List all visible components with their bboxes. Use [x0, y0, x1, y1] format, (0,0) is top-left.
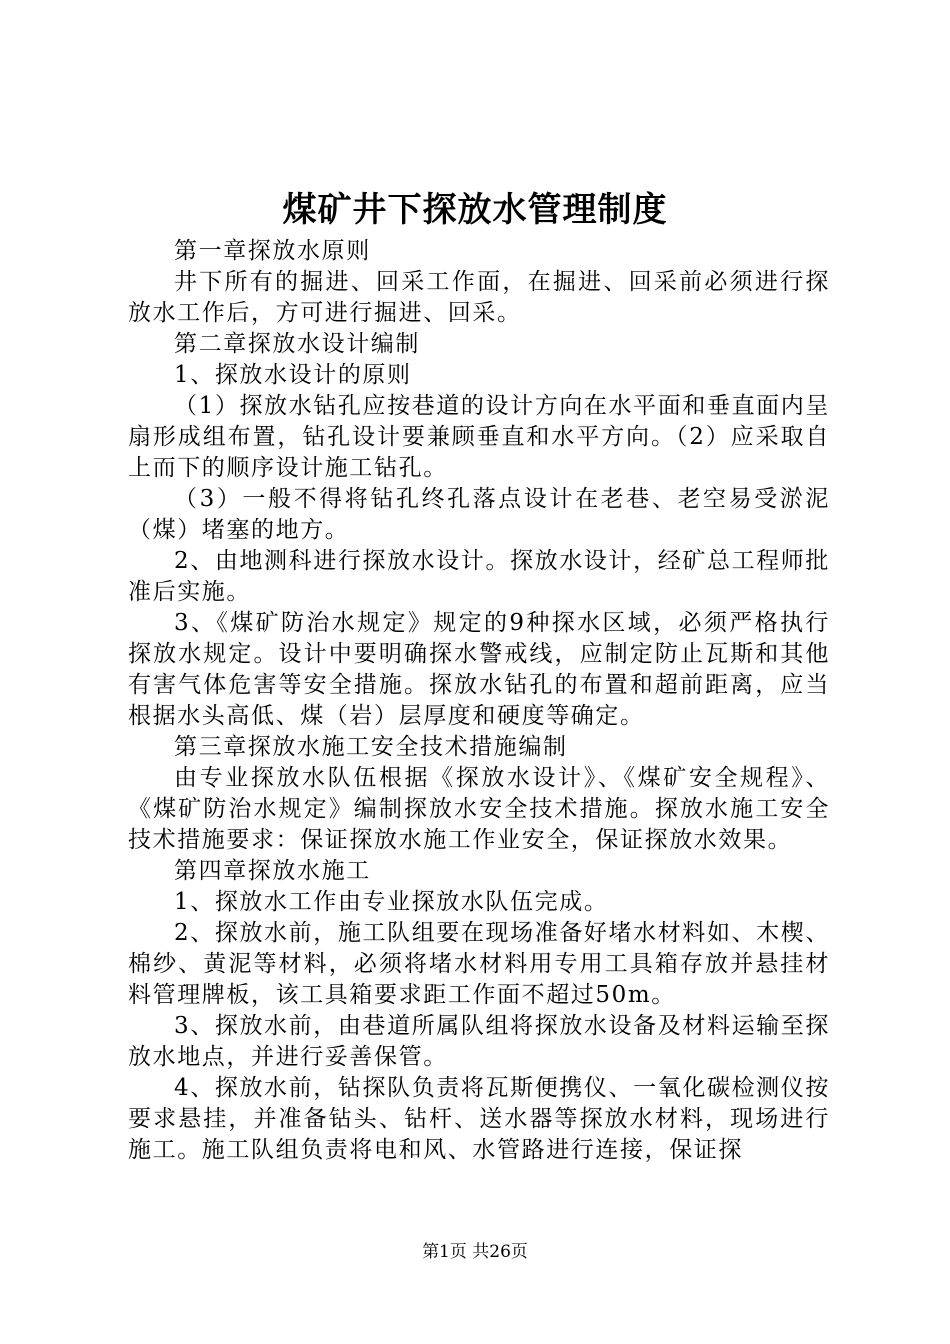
chapter-heading: 第四章探放水施工 [174, 858, 371, 884]
paragraph: 3、探放水前，由巷道所属队组将探放水设备及材料运输至探放水地点，并进行妥善保管。 [128, 1013, 830, 1070]
chapter-heading: 第一章探放水原则 [174, 238, 371, 264]
paragraph: 井下所有的掘进、回采工作面，在掘进、回采前必须进行探放水工作后，方可进行掘进、回采。 [128, 269, 830, 326]
paragraph: 3、《煤矿防治水规定》规定的9种探水区域，必须严格执行探放水规定。设计中要明确探水警戒线，应制定防止瓦斯和其他有害气体危害等安全措施。探放水钻孔的布置和超前距离，应当根据水头高低、煤（岩）层厚度和硬度等确定。 [128, 610, 830, 729]
paragraph: 2、探放水前，施工队组要在现场准备好堵水材料如、木楔、棉纱、黄泥等材料，必须将堵水材料用专用工具箱存放并悬挂材料管理牌板，该工具箱要求距工作面不超过50m。 [128, 920, 830, 1008]
paragraph: 1、探放水设计的原则 [174, 362, 412, 388]
paragraph: （3）一般不得将钻孔终孔落点设计在老巷、老空易受淤泥（煤）堵塞的地方。 [128, 486, 830, 543]
paragraph: 4、探放水前，钻探队负责将瓦斯便携仪、一氧化碳检测仪按要求悬挂，并准备钻头、钻杆、送水器等探放水材料，现场进行施工。施工队组负责将电和风、水管路进行连接，保证探 [128, 1075, 830, 1163]
chapter-heading: 第三章探放水施工安全技术措施编制 [174, 734, 568, 760]
document-body [128, 236, 830, 1166]
paragraph: （1）探放水钻孔应按巷道的设计方向在水平面和垂直面内呈扇形成组布置，钻孔设计要兼顾垂直和水平方向。（2）应采取自上而下的顺序设计施工钻孔。 [128, 393, 830, 481]
paragraph: 由专业探放水队伍根据《探放水设计》、《煤矿安全规程》、《煤矿防治水规定》编制探放水安全技术措施。探放水施工安全技术措施要求：保证探放水施工作业安全，保证探放水效果。 [128, 765, 830, 853]
document-title: 煤矿井下探放水管理制度 [282, 190, 668, 230]
chapter-heading: 第二章探放水设计编制 [174, 331, 420, 357]
paragraph: 1、探放水工作由专业探放水队伍完成。 [174, 889, 609, 915]
page-footer: 第1页 共26页 [422, 1242, 528, 1262]
paragraph: 2、由地测科进行探放水设计。探放水设计，经矿总工程师批准后实施。 [128, 548, 830, 605]
